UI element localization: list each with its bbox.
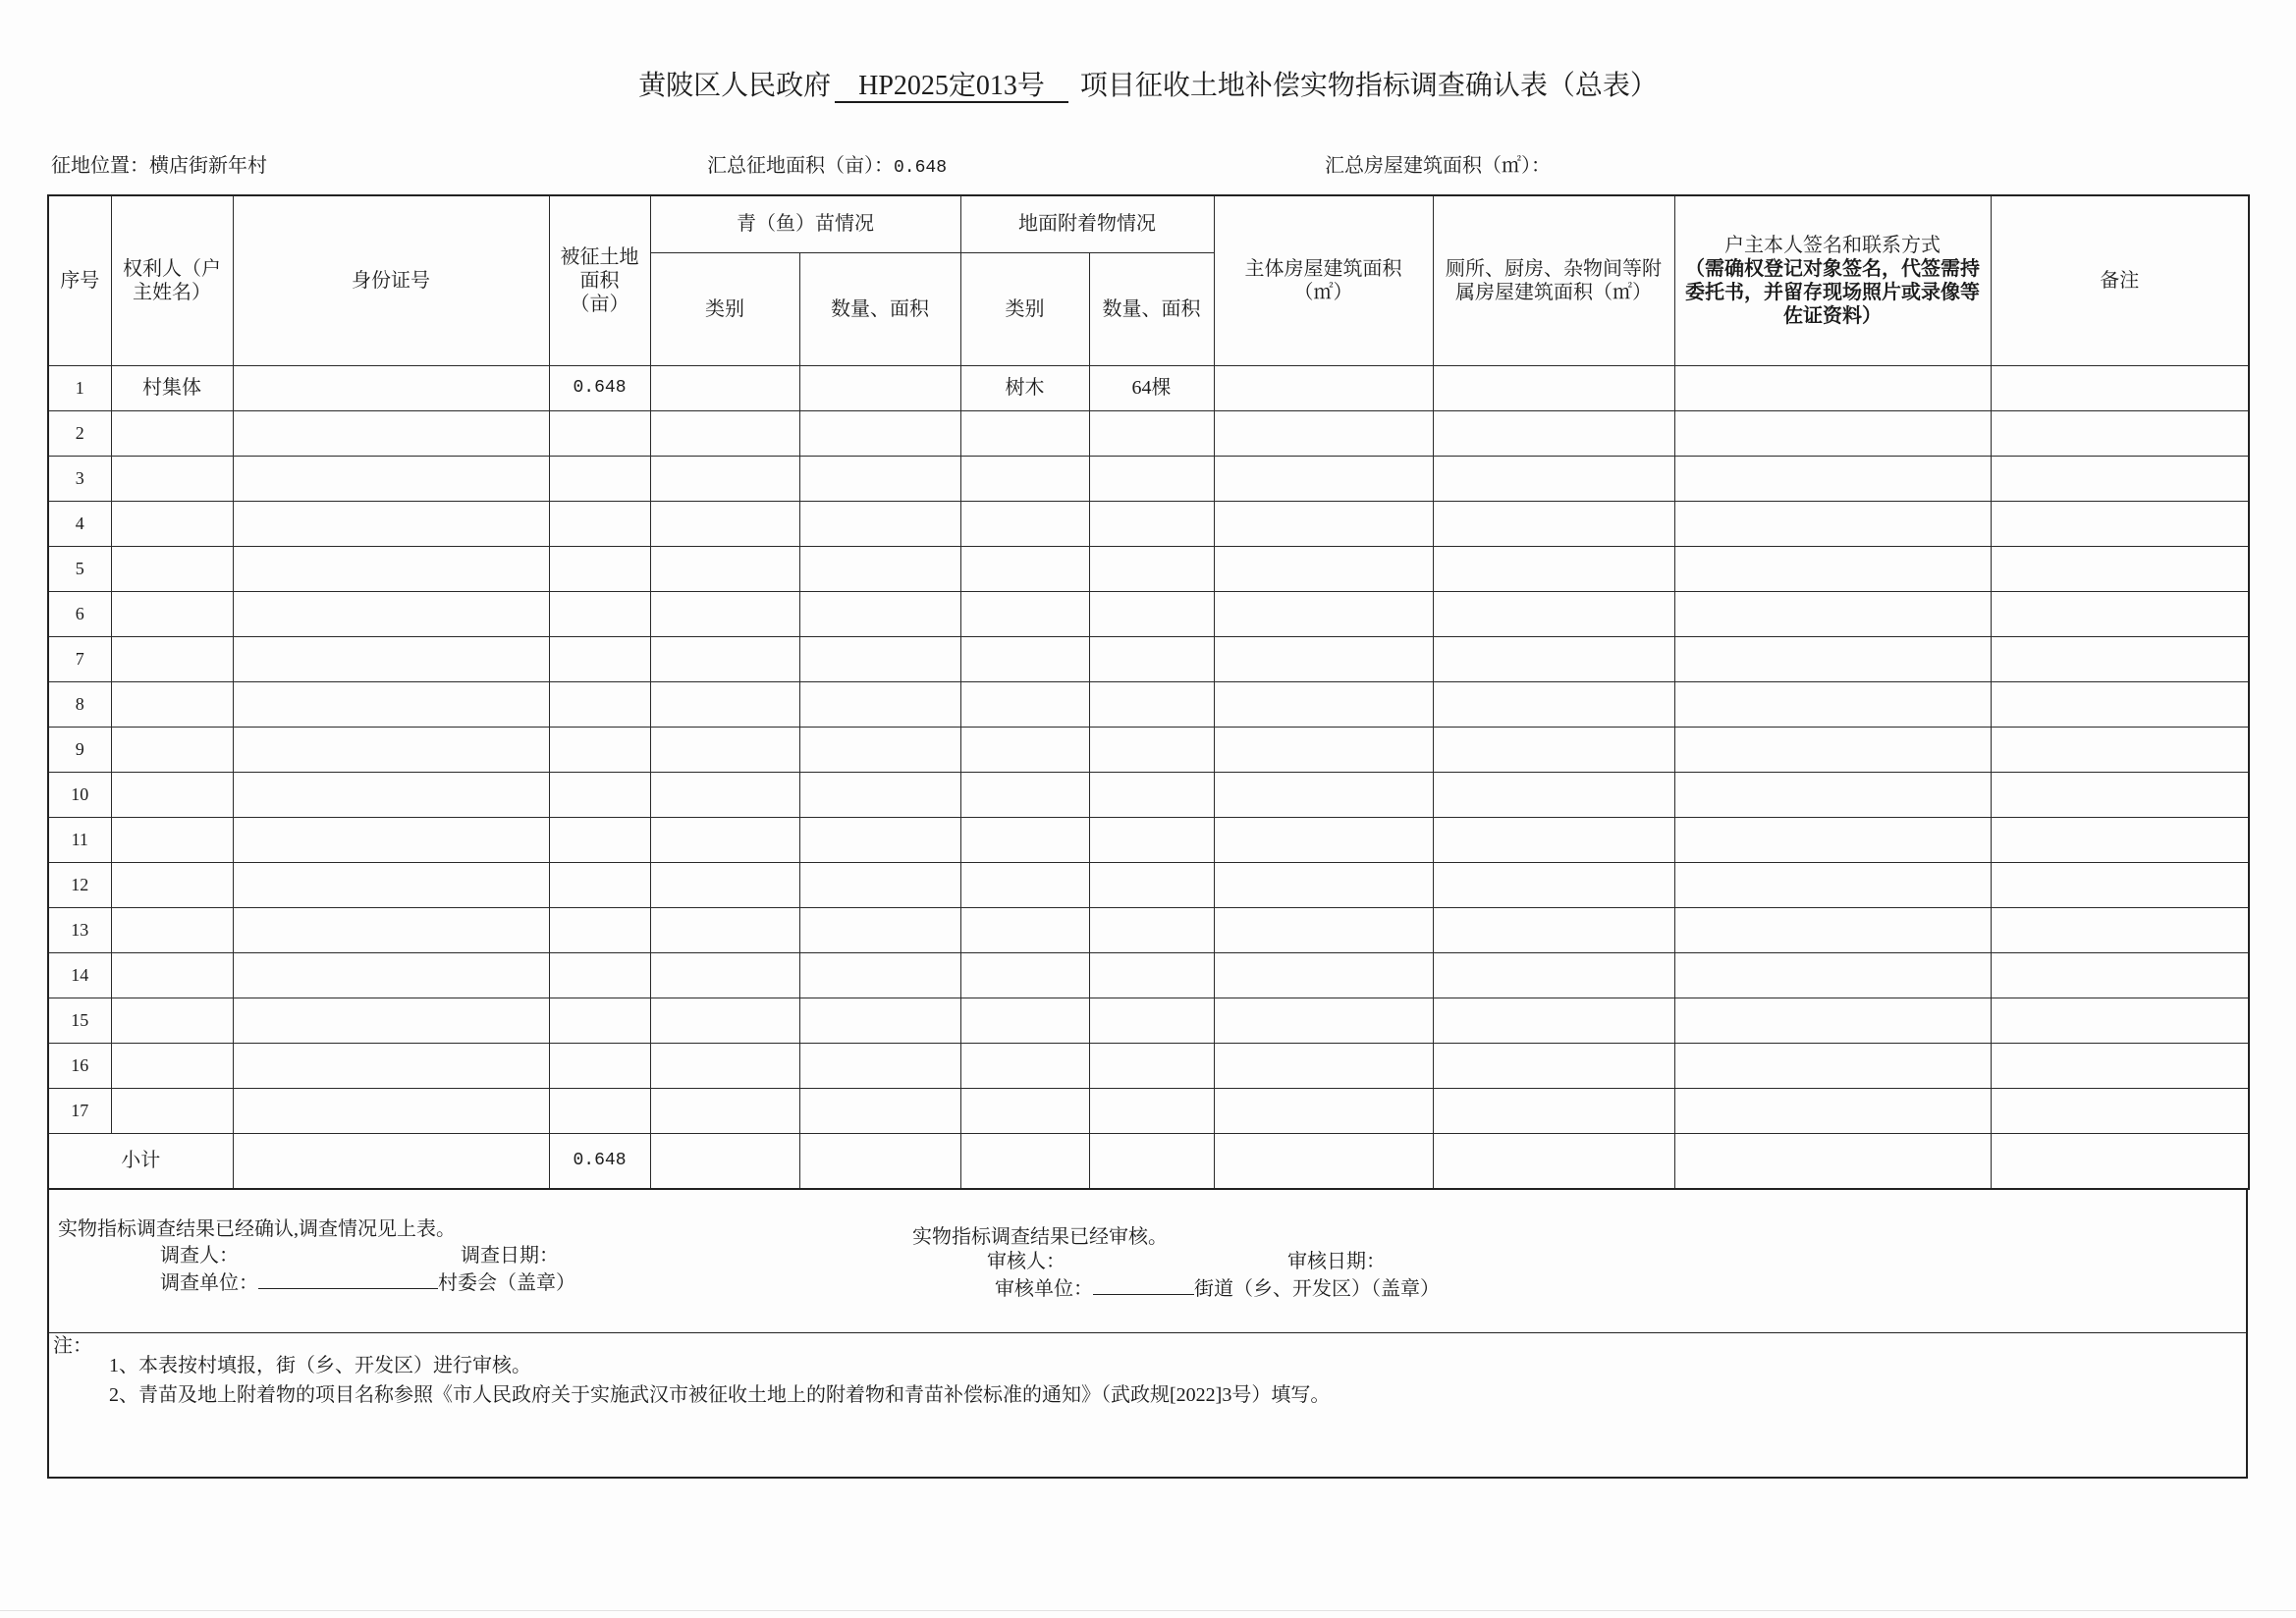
cell-id-number bbox=[233, 456, 549, 501]
cell-id-number bbox=[233, 907, 549, 952]
review-unit-blank-line bbox=[1093, 1276, 1194, 1295]
cell-no: 6 bbox=[48, 591, 111, 636]
note-item: 1、本表按村填报，街（乡、开发区）进行审核。 bbox=[109, 1355, 531, 1376]
cell-main-area bbox=[1214, 365, 1433, 410]
confirmation-section bbox=[47, 1188, 2248, 1332]
cell-crop-qty bbox=[799, 817, 960, 862]
cell-no: 4 bbox=[48, 501, 111, 546]
header-main-building-area-label: 主体房屋建筑面积 bbox=[1244, 257, 1402, 280]
table-footer bbox=[48, 1133, 2249, 1189]
cell-signature bbox=[1674, 1043, 1991, 1088]
cell-land-area bbox=[549, 1043, 650, 1088]
cell-remark bbox=[1991, 546, 2249, 591]
cell-crop-type bbox=[650, 817, 799, 862]
cell-id-number bbox=[233, 772, 549, 817]
cell-attach-type bbox=[960, 998, 1089, 1043]
table-header-row-1 bbox=[48, 195, 2249, 252]
table-body bbox=[48, 365, 2249, 1133]
cell-crop-type bbox=[650, 1043, 799, 1088]
table-row bbox=[48, 817, 2249, 862]
review-unit-label: 审核单位： bbox=[995, 1278, 1093, 1300]
header-owner: 权利人（户主姓名） bbox=[111, 195, 233, 365]
cell-main-area bbox=[1214, 591, 1433, 636]
cell-aux-area bbox=[1433, 636, 1674, 681]
cell-remark bbox=[1991, 772, 2249, 817]
cell-attach-type bbox=[960, 636, 1089, 681]
cell-owner bbox=[111, 546, 233, 591]
cell-signature bbox=[1674, 772, 1991, 817]
cell-crop-type bbox=[650, 410, 799, 456]
cell-signature bbox=[1674, 456, 1991, 501]
cell-crop-qty bbox=[799, 727, 960, 772]
cell-crop-qty bbox=[799, 998, 960, 1043]
cell-main-area bbox=[1214, 952, 1433, 998]
header-no: 序号 bbox=[48, 195, 111, 365]
cell-id-number bbox=[233, 410, 549, 456]
cell-main-area bbox=[1214, 410, 1433, 456]
subtotal-attachment-quantity bbox=[1089, 1133, 1214, 1189]
review-unit bbox=[995, 1276, 1440, 1300]
document-title bbox=[0, 69, 2296, 104]
cell-land-area bbox=[549, 681, 650, 727]
subtotal-id-number bbox=[233, 1133, 549, 1189]
review-unit-suffix: 街道（乡、开发区）（盖章） bbox=[1194, 1278, 1440, 1300]
table-row bbox=[48, 772, 2249, 817]
subtotal-aux-building-area bbox=[1433, 1133, 1674, 1189]
cell-aux-area bbox=[1433, 817, 1674, 862]
cell-attach-type bbox=[960, 862, 1089, 907]
reviewer-label: 审核人： bbox=[987, 1251, 1066, 1272]
header-crops-group: 青（鱼）苗情况 bbox=[650, 195, 960, 252]
table-row bbox=[48, 952, 2249, 998]
cell-main-area bbox=[1214, 907, 1433, 952]
cell-no: 3 bbox=[48, 456, 111, 501]
cell-remark bbox=[1991, 998, 2249, 1043]
header-attachment-quantity: 数量、面积 bbox=[1089, 252, 1214, 365]
table-row bbox=[48, 546, 2249, 591]
cell-crop-qty bbox=[799, 591, 960, 636]
cell-main-area bbox=[1214, 636, 1433, 681]
cell-signature bbox=[1674, 998, 1991, 1043]
total-building-area-label: 汇总房屋建筑面积（㎡）： bbox=[1325, 155, 1551, 177]
land-location-value: 横店街新年村 bbox=[149, 155, 267, 177]
cell-main-area bbox=[1214, 862, 1433, 907]
cell-aux-area bbox=[1433, 907, 1674, 952]
header-signature-note: （需确权登记对象签名，代签需持委托书，并留存现场照片或录像等佐证资料） bbox=[1685, 257, 1980, 327]
cell-id-number bbox=[233, 681, 549, 727]
cell-main-area bbox=[1214, 546, 1433, 591]
cell-main-area bbox=[1214, 998, 1433, 1043]
cell-attach-type bbox=[960, 952, 1089, 998]
cell-owner bbox=[111, 952, 233, 998]
cell-attach-type bbox=[960, 591, 1089, 636]
cell-no: 16 bbox=[48, 1043, 111, 1088]
header-main-building-area bbox=[1214, 195, 1433, 365]
cell-crop-qty bbox=[799, 410, 960, 456]
survey-unit bbox=[160, 1270, 575, 1294]
cell-remark bbox=[1991, 501, 2249, 546]
cell-id-number bbox=[233, 591, 549, 636]
cell-remark bbox=[1991, 817, 2249, 862]
cell-crop-type bbox=[650, 456, 799, 501]
title-suffix: 项目征收土地补偿实物指标调查确认表（总表） bbox=[1079, 71, 1658, 101]
table-row bbox=[48, 456, 2249, 501]
cell-aux-area bbox=[1433, 501, 1674, 546]
table-row bbox=[48, 636, 2249, 681]
review-date-label: 审核日期： bbox=[1287, 1251, 1386, 1272]
cell-owner bbox=[111, 1088, 233, 1133]
cell-crop-type bbox=[650, 862, 799, 907]
table-row bbox=[48, 1088, 2249, 1133]
cell-aux-area bbox=[1433, 410, 1674, 456]
cell-owner bbox=[111, 501, 233, 546]
cell-attach-qty bbox=[1089, 546, 1214, 591]
table-row bbox=[48, 501, 2249, 546]
subtotal-row bbox=[48, 1133, 2249, 1189]
cell-attach-qty bbox=[1089, 1088, 1214, 1133]
header-remark: 备注 bbox=[1991, 195, 2249, 365]
cell-no: 8 bbox=[48, 681, 111, 727]
total-land-area-label: 汇总征地面积（亩）： bbox=[707, 155, 894, 177]
cell-land-area bbox=[549, 546, 650, 591]
cell-aux-area bbox=[1433, 456, 1674, 501]
cell-remark bbox=[1991, 591, 2249, 636]
scan-edge-line bbox=[0, 1610, 2296, 1611]
cell-main-area bbox=[1214, 1088, 1433, 1133]
table-row bbox=[48, 862, 2249, 907]
total-building-area bbox=[1325, 154, 1551, 178]
cell-signature bbox=[1674, 862, 1991, 907]
cell-aux-area bbox=[1433, 591, 1674, 636]
cell-id-number bbox=[233, 727, 549, 772]
cell-attach-qty bbox=[1089, 591, 1214, 636]
header-id-number: 身份证号 bbox=[233, 195, 549, 365]
cell-no: 12 bbox=[48, 862, 111, 907]
header-crop-quantity: 数量、面积 bbox=[799, 252, 960, 365]
cell-aux-area bbox=[1433, 998, 1674, 1043]
cell-crop-type bbox=[650, 681, 799, 727]
subtotal-label: 小计 bbox=[48, 1133, 233, 1189]
cell-attach-type bbox=[960, 1043, 1089, 1088]
cell-signature bbox=[1674, 546, 1991, 591]
cell-aux-area bbox=[1433, 546, 1674, 591]
cell-attach-qty bbox=[1089, 998, 1214, 1043]
cell-crop-type bbox=[650, 365, 799, 410]
cell-attach-type bbox=[960, 456, 1089, 501]
cell-land-area bbox=[549, 501, 650, 546]
cell-main-area bbox=[1214, 772, 1433, 817]
cell-aux-area bbox=[1433, 681, 1674, 727]
cell-land-area bbox=[549, 998, 650, 1043]
cell-crop-type bbox=[650, 998, 799, 1043]
cell-attach-qty bbox=[1089, 501, 1214, 546]
cell-owner bbox=[111, 456, 233, 501]
cell-attach-type bbox=[960, 501, 1089, 546]
cell-signature bbox=[1674, 952, 1991, 998]
cell-id-number bbox=[233, 817, 549, 862]
cell-crop-qty bbox=[799, 1088, 960, 1133]
survey-table bbox=[47, 194, 2250, 1190]
cell-owner bbox=[111, 410, 233, 456]
cell-land-area bbox=[549, 456, 650, 501]
cell-owner bbox=[111, 862, 233, 907]
cell-crop-qty bbox=[799, 681, 960, 727]
header-attachments-group: 地面附着物情况 bbox=[960, 195, 1214, 252]
cell-signature bbox=[1674, 501, 1991, 546]
cell-id-number bbox=[233, 501, 549, 546]
cell-no: 5 bbox=[48, 546, 111, 591]
cell-signature bbox=[1674, 410, 1991, 456]
cell-crop-type bbox=[650, 636, 799, 681]
cell-signature bbox=[1674, 907, 1991, 952]
cell-id-number bbox=[233, 546, 549, 591]
cell-crop-qty bbox=[799, 1043, 960, 1088]
table-row bbox=[48, 1043, 2249, 1088]
cell-owner bbox=[111, 817, 233, 862]
cell-remark bbox=[1991, 636, 2249, 681]
cell-crop-type bbox=[650, 772, 799, 817]
header-aux-building-area: 厕所、厨房、杂物间等附属房屋建筑面积（㎡） bbox=[1433, 195, 1674, 365]
cell-main-area bbox=[1214, 456, 1433, 501]
cell-owner bbox=[111, 1043, 233, 1088]
cell-signature bbox=[1674, 727, 1991, 772]
cell-crop-qty bbox=[799, 636, 960, 681]
notes-section bbox=[47, 1332, 2248, 1479]
cell-remark bbox=[1991, 410, 2249, 456]
cell-crop-qty bbox=[799, 365, 960, 410]
subtotal-main-building-area bbox=[1214, 1133, 1433, 1189]
cell-remark bbox=[1991, 727, 2249, 772]
cell-id-number bbox=[233, 1088, 549, 1133]
table-row bbox=[48, 907, 2249, 952]
cell-aux-area bbox=[1433, 727, 1674, 772]
cell-land-area bbox=[549, 727, 650, 772]
cell-owner bbox=[111, 907, 233, 952]
table-row bbox=[48, 727, 2249, 772]
header-crop-type: 类别 bbox=[650, 252, 799, 365]
cell-no: 14 bbox=[48, 952, 111, 998]
cell-attach-qty bbox=[1089, 636, 1214, 681]
cell-attach-qty bbox=[1089, 1043, 1214, 1088]
cell-no: 17 bbox=[48, 1088, 111, 1133]
cell-attach-type bbox=[960, 546, 1089, 591]
cell-no: 15 bbox=[48, 998, 111, 1043]
cell-owner bbox=[111, 636, 233, 681]
note-item: 2、青苗及地上附着物的项目名称参照《市人民政府关于实施武汉市被征收土地上的附着物和青苗补偿标准的通知》（武政规[2022]3号）填写。 bbox=[109, 1384, 1331, 1406]
cell-aux-area bbox=[1433, 952, 1674, 998]
cell-attach-qty bbox=[1089, 727, 1214, 772]
cell-aux-area bbox=[1433, 365, 1674, 410]
cell-attach-qty bbox=[1089, 817, 1214, 862]
cell-attach-type bbox=[960, 817, 1089, 862]
cell-signature bbox=[1674, 365, 1991, 410]
cell-attach-type bbox=[960, 681, 1089, 727]
review-statement: 实物指标调查结果已经审核。 bbox=[912, 1226, 1168, 1248]
cell-crop-type bbox=[650, 952, 799, 998]
cell-attach-type bbox=[960, 410, 1089, 456]
cell-remark bbox=[1991, 907, 2249, 952]
title-doc-number: HP2025定013号 bbox=[835, 72, 1068, 103]
cell-attach-qty bbox=[1089, 456, 1214, 501]
cell-id-number bbox=[233, 862, 549, 907]
cell-crop-qty bbox=[799, 952, 960, 998]
cell-owner: 村集体 bbox=[111, 365, 233, 410]
cell-signature bbox=[1674, 591, 1991, 636]
table-row bbox=[48, 998, 2249, 1043]
cell-land-area bbox=[549, 410, 650, 456]
cell-no: 13 bbox=[48, 907, 111, 952]
cell-crop-type bbox=[650, 1088, 799, 1133]
table-row bbox=[48, 591, 2249, 636]
cell-attach-type bbox=[960, 1088, 1089, 1133]
cell-attach-qty bbox=[1089, 772, 1214, 817]
cell-land-area: 0.648 bbox=[549, 365, 650, 410]
subtotal-remark bbox=[1991, 1133, 2249, 1189]
cell-crop-qty bbox=[799, 456, 960, 501]
cell-remark bbox=[1991, 862, 2249, 907]
survey-unit-label: 调查单位： bbox=[160, 1272, 258, 1294]
cell-attach-qty bbox=[1089, 410, 1214, 456]
cell-owner bbox=[111, 998, 233, 1043]
cell-land-area bbox=[549, 952, 650, 998]
cell-id-number bbox=[233, 998, 549, 1043]
cell-signature bbox=[1674, 681, 1991, 727]
subtotal-signature bbox=[1674, 1133, 1991, 1189]
cell-crop-type bbox=[650, 907, 799, 952]
header-signature bbox=[1674, 195, 1991, 365]
survey-date-label: 调查日期： bbox=[461, 1245, 559, 1267]
cell-land-area bbox=[549, 862, 650, 907]
cell-crop-type bbox=[650, 591, 799, 636]
cell-attach-qty bbox=[1089, 907, 1214, 952]
cell-aux-area bbox=[1433, 862, 1674, 907]
cell-owner bbox=[111, 681, 233, 727]
cell-aux-area bbox=[1433, 1088, 1674, 1133]
cell-remark bbox=[1991, 456, 2249, 501]
survey-statement: 实物指标调查结果已经确认,调查情况见上表。 bbox=[58, 1218, 456, 1240]
cell-remark bbox=[1991, 952, 2249, 998]
land-location-label: 征地位置： bbox=[51, 155, 149, 177]
cell-crop-type bbox=[650, 546, 799, 591]
cell-no: 7 bbox=[48, 636, 111, 681]
subtotal-land-area: 0.648 bbox=[549, 1133, 650, 1189]
cell-land-area bbox=[549, 907, 650, 952]
cell-remark bbox=[1991, 365, 2249, 410]
cell-id-number bbox=[233, 1043, 549, 1088]
surveyor-label: 调查人： bbox=[160, 1245, 239, 1267]
cell-owner bbox=[111, 727, 233, 772]
cell-attach-qty bbox=[1089, 862, 1214, 907]
subtotal-attachment-type bbox=[960, 1133, 1089, 1189]
cell-id-number bbox=[233, 952, 549, 998]
cell-no: 1 bbox=[48, 365, 111, 410]
cell-aux-area bbox=[1433, 772, 1674, 817]
survey-unit-blank-line bbox=[258, 1270, 438, 1289]
title-prefix: 黄陂区人民政府 bbox=[638, 71, 832, 101]
cell-no: 2 bbox=[48, 410, 111, 456]
table-row bbox=[48, 365, 2249, 410]
cell-remark bbox=[1991, 1043, 2249, 1088]
cell-main-area bbox=[1214, 1043, 1433, 1088]
cell-no: 10 bbox=[48, 772, 111, 817]
cell-land-area bbox=[549, 772, 650, 817]
header-signature-label: 户主本人签名和联系方式 bbox=[1724, 234, 1941, 256]
cell-attach-type bbox=[960, 727, 1089, 772]
cell-remark bbox=[1991, 681, 2249, 727]
cell-crop-qty bbox=[799, 501, 960, 546]
cell-attach-qty bbox=[1089, 681, 1214, 727]
cell-land-area bbox=[549, 1088, 650, 1133]
total-land-area-value: 0.648 bbox=[894, 158, 948, 178]
header-land-area-unit: （亩） bbox=[570, 293, 629, 315]
cell-remark bbox=[1991, 1088, 2249, 1133]
cell-no: 11 bbox=[48, 817, 111, 862]
cell-attach-type bbox=[960, 772, 1089, 817]
cell-crop-qty bbox=[799, 546, 960, 591]
cell-attach-qty: 64棵 bbox=[1089, 365, 1214, 410]
header-land-area bbox=[549, 195, 650, 365]
cell-attach-type: 树木 bbox=[960, 365, 1089, 410]
cell-crop-qty bbox=[799, 862, 960, 907]
cell-signature bbox=[1674, 636, 1991, 681]
land-location bbox=[51, 154, 267, 178]
cell-attach-qty bbox=[1089, 952, 1214, 998]
cell-main-area bbox=[1214, 681, 1433, 727]
subtotal-crop-type bbox=[650, 1133, 799, 1189]
survey-unit-suffix: 村委会（盖章） bbox=[438, 1272, 575, 1294]
cell-crop-type bbox=[650, 501, 799, 546]
cell-id-number bbox=[233, 636, 549, 681]
cell-no: 9 bbox=[48, 727, 111, 772]
header-attachment-type: 类别 bbox=[960, 252, 1089, 365]
table-row bbox=[48, 410, 2249, 456]
header-land-area-label: 被征土地面积 bbox=[560, 245, 639, 292]
cell-owner bbox=[111, 591, 233, 636]
cell-id-number bbox=[233, 365, 549, 410]
cell-land-area bbox=[549, 817, 650, 862]
cell-crop-qty bbox=[799, 772, 960, 817]
cell-aux-area bbox=[1433, 1043, 1674, 1088]
table-row bbox=[48, 681, 2249, 727]
cell-main-area bbox=[1214, 817, 1433, 862]
cell-main-area bbox=[1214, 727, 1433, 772]
total-land-area bbox=[707, 154, 947, 180]
cell-crop-type bbox=[650, 727, 799, 772]
cell-crop-qty bbox=[799, 907, 960, 952]
cell-main-area bbox=[1214, 501, 1433, 546]
cell-signature bbox=[1674, 817, 1991, 862]
cell-owner bbox=[111, 772, 233, 817]
cell-attach-type bbox=[960, 907, 1089, 952]
cell-land-area bbox=[549, 591, 650, 636]
cell-signature bbox=[1674, 1088, 1991, 1133]
header-main-building-area-unit: （㎡） bbox=[1293, 281, 1353, 303]
subtotal-crop-quantity bbox=[799, 1133, 960, 1189]
cell-land-area bbox=[549, 636, 650, 681]
notes-label: 注： bbox=[53, 1335, 92, 1357]
